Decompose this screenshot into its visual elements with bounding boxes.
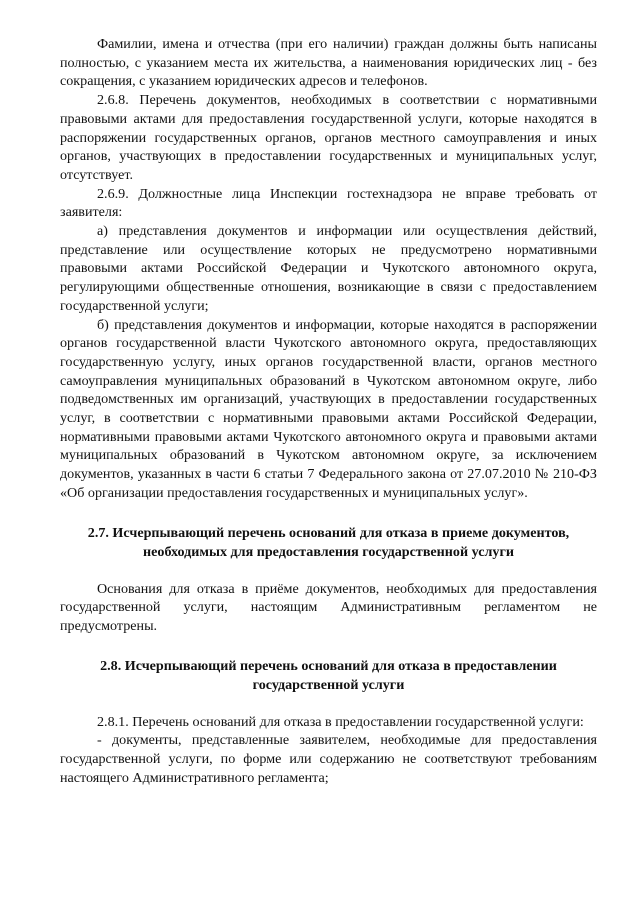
document-page <box>60 35 597 788</box>
paragraph-2-8-1: 2.8.1. Перечень оснований для отказа в предоставлении государственной услуги: <box>97 713 584 730</box>
section-heading-2-7: 2.7. Исчерпывающий перечень оснований для отказа в приеме документов, необходимых для предоставления государственной услуги <box>87 524 570 560</box>
spacer <box>60 562 597 580</box>
paragraph-2-8-1-item: - документы, представленные заявителем, необходимые для предоставления государственной услуги, по форме или содержанию не соответствуют требованиям настоящего Административного регламента; <box>60 732 597 786</box>
spacer <box>60 503 597 524</box>
spacer <box>60 636 597 657</box>
paragraph-2-7: Основания для отказа в приёме документов, необходимых для предоставления государственной услуги, настоящим Административным регламентом не предусмотрены. <box>60 580 597 634</box>
paragraph-2-6-9: 2.6.9. Должностные лица Инспекции гостехнадзора не вправе требовать от заявителя: <box>60 185 597 221</box>
paragraph-2-6-8: 2.6.8. Перечень документов, необходимых в соответствии с нормативными правовыми актами для предоставления государственной услуги, которые находятся в распоряжении государственных органов, органов местного самоуправления и иных органов, участвующих в предоставлении государственных и муниципальных услуг, отсутствует. <box>60 92 597 183</box>
paragraph-names-requirement: Фамилии, имена и отчества (при его наличии) граждан должны быть написаны полностью, с указанием места их жительства, а наименования юридических лиц - без сокращения, с указанием юридических адресов и телефонов. <box>60 36 597 90</box>
paragraph-item-a: а) представления документов и информации или осуществления действий, представление или осуществление которых не предусмотрено нормативными правовыми актами Российской Федерации и Чукотского автономного округа, регулирующими общественные отношения, возникающие в связи с предоставлением государственной услуги; <box>60 223 597 314</box>
spacer <box>60 695 597 713</box>
paragraph-item-b: б) представления документов и информации, которые находятся в распоряжении органов государственной власти Чукотского автономного округа, предоставляющих государственную услугу, иных органов государственной власти, органов местного самоуправления муниципальных образований в Чукотском автономном округе, либо подведомственных им организаций, участвующих в предоставлении государственных услуг, в соответствии с нормативными правовыми актами Российской Федерации, нормативными правовыми актами Чукотского автономного округа и правовыми актами муниципальных образований в Чукотском автономном округе, за исключением документов, указанных в части 6 статьи 7 Федерального закона от 27.07.2010 № 210-ФЗ «Об организации предоставления государственных и муниципальных услуг». <box>60 316 597 501</box>
section-heading-2-8: 2.8. Исчерпывающий перечень оснований для отказа в предоставлении государственной услуги <box>100 657 557 693</box>
